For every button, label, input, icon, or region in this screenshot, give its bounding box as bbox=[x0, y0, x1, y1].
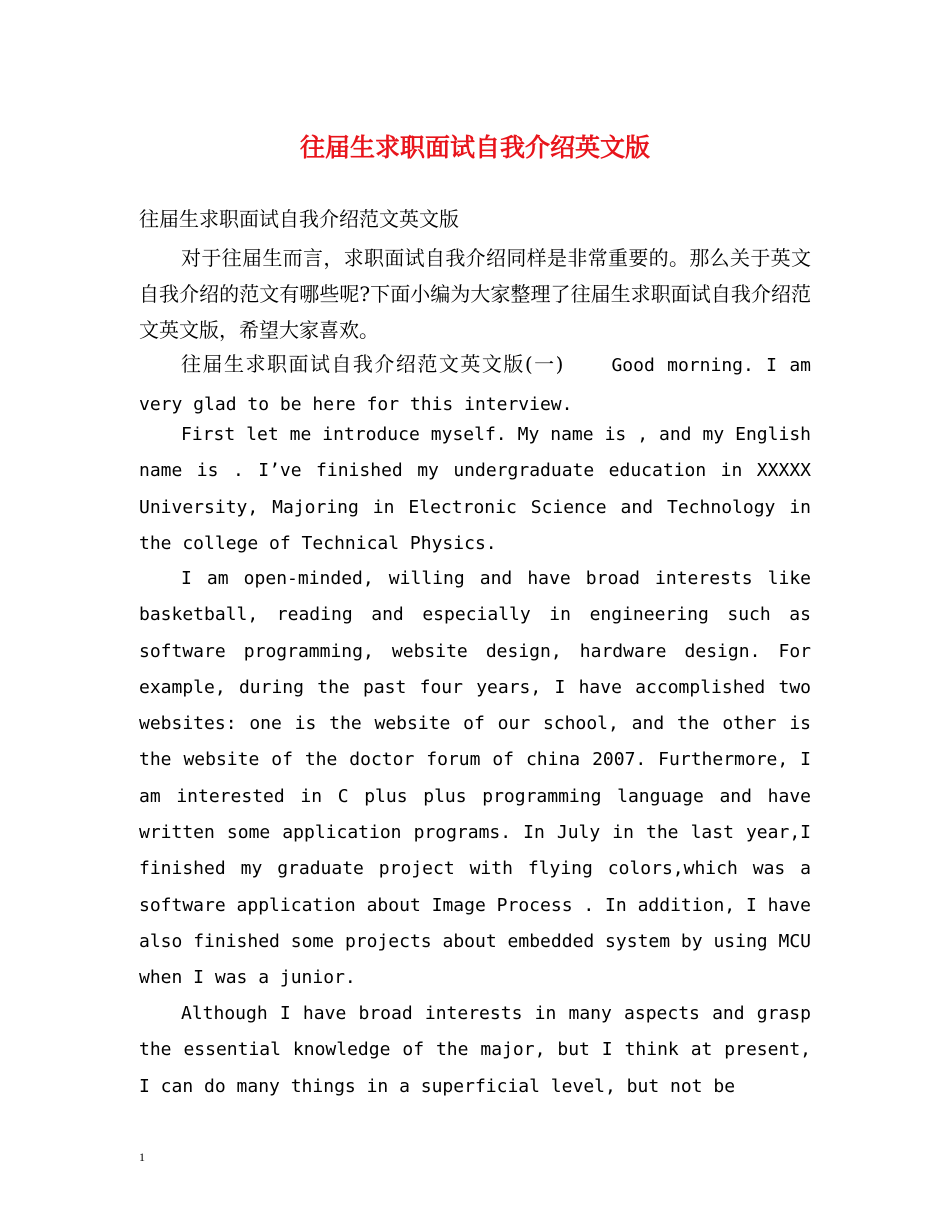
intro-paragraph: 对于往届生而言，求职面试自我介绍同样是非常重要的。那么关于英文自我介绍的范文有哪些呢?下面小编为大家整理了往届生求职面试自我介绍范文英文版，希望大家喜欢。 bbox=[139, 246, 811, 342]
section-heading: 往届生求职面试自我介绍范文英文版(一) bbox=[181, 352, 564, 376]
paragraph-introduction: First let me introduce myself. My name is , and my English name is . I’ve finished my undergraduate education in XXXXX University, Majoring in Electronic Science and Technology in the college of Technical Physics. bbox=[139, 424, 811, 554]
document-title: 往届生求职面试自我介绍英文版 bbox=[299, 133, 650, 162]
paragraph-interests: I am open-minded, willing and have broad interests like basketball, reading and especially in engineering such as software programming, website design, hardware design. For example, during the past four years, I have accomplished two websites: one is the website of our school, and the other is the website of the doctor forum of china 2007. Furthermore, I am interested in C plus plus programming language and have written some application programs. In July in the last year,I finished my graduate project with flying colors,which was a software application about Image Process . In addition, I have also finished some projects about embedded system by using MCU when I was a junior. bbox=[139, 568, 811, 989]
greeting-text: Good morning. I am very glad to be here for this interview. bbox=[139, 355, 811, 415]
page-number: 1 bbox=[139, 1150, 145, 1164]
paragraph-aspects: Although I have broad interests in many aspects and grasp the essential knowledge of the major, but I think at present, I can do many things in a superficial level, but not be bbox=[139, 1003, 811, 1097]
document-subtitle: 往届生求职面试自我介绍范文英文版 bbox=[139, 207, 459, 231]
section-heading-paragraph bbox=[139, 346, 811, 423]
